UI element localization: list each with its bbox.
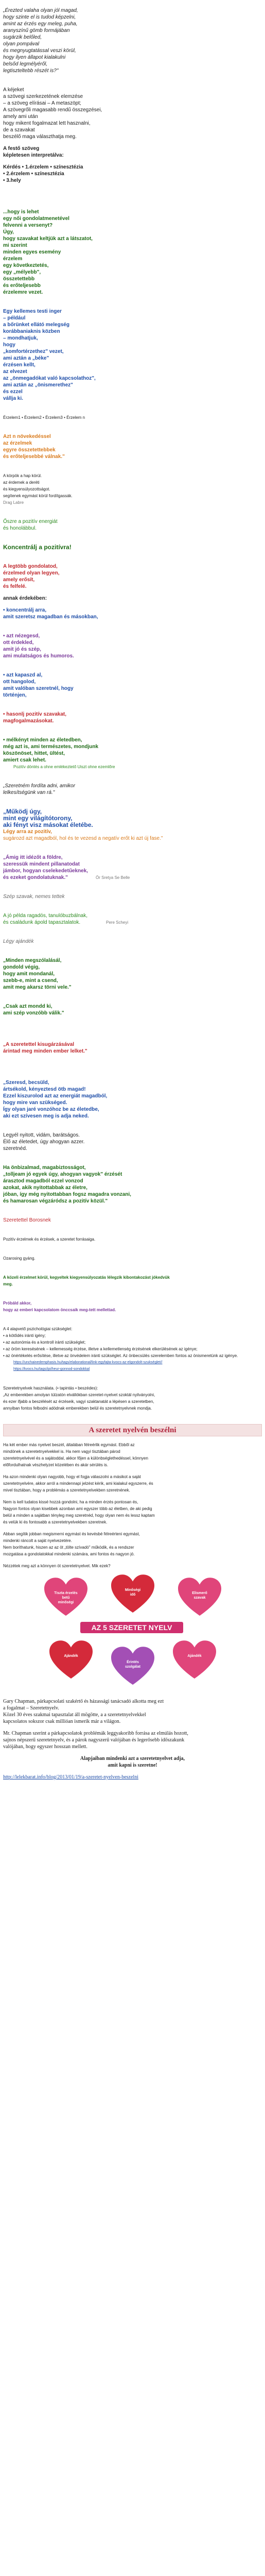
section-aa [3,1274,262,1287]
section-v-line: szeretnéd. [3,1146,27,1151]
section-c-line: felvenni a versenyt? [3,223,53,228]
section-d-line: – mondhatjuk, [3,335,38,341]
section-k4 [3,711,262,724]
section-d-line: vállja ki. [3,396,23,401]
section-m [3,808,262,828]
section-ff-line: Ha azon mindenki olyan nagyobb, hogy el fogja válaszolni a másikot a saját [3,1475,141,1479]
section-c-line: ...hogy is lehet [3,209,39,215]
poem-intro-line: hogy szinte el is tudod képzelni, [3,14,76,20]
section-u-line: aki ezt szívesen meg is adja neked. [3,1113,89,1119]
section-h-line: Őszre a pozitív energiát [3,519,58,524]
section-bb-line: Próbáld akkor, [3,1301,32,1306]
section-c-line: egy következtetés, [3,263,49,268]
section-ee-line: előfordulhatnak vészhelyzet közelében és akár sérülés is. [3,1463,109,1467]
section-a-line: – a szöveg elírásai – A metaszöpt; [3,100,81,106]
section-n-line: jámbor, hogyan cselekedetűeknek, [3,868,89,874]
section-ff-line: szeretetnyelvére, akkor arról a mindennapi jelzést kérik, ami kialakul egyszerre, és [3,1481,153,1486]
section-l [3,783,262,796]
heart-center-title: AZ 5 SZERETET NYELV [80,1622,183,1633]
section-p-author: Pere Scheyi [106,920,129,925]
section-s [3,1003,262,1016]
heart-label-top-left: Tiszta érzelés betű minőségi [54,1591,78,1604]
section-d-line: az „önmegadókat való kapcsolathoz", [3,376,96,381]
section-cc [3,1332,262,1359]
section-k4-line: • hasonlj pozitív szavakat, [3,711,66,717]
section-t-line: „A szeretettel kisugárzásával [3,1042,75,1047]
heart-icon [49,1640,93,1680]
section-c-line: minden egyes esemény [3,249,61,255]
heart-bottom-right [173,1640,216,1680]
section-d-line: korábbaniaknis közben [3,329,60,334]
section-u [3,1079,262,1120]
section-n-line: és ezeket gondolatuknak." [3,875,68,880]
section-b-list-line: • 2.érzelem • színesztézia [3,171,64,177]
section-f [3,433,262,460]
section-h [3,518,262,532]
section-p-line: A jó példa ragadós, tanulóbuzbálnak, [3,913,88,919]
section-kk-line: sajnos népszerű szeretetnyelv, és a párok nagyszerű valójában és legerősebb időszakunk [3,1737,185,1743]
section-g-line: A körpök a hap körül. [3,473,42,478]
section-jj [3,1698,262,1725]
section-ii: Nézzétek meg azt a könnyen öt szeretetnyelvet. Mik ezek? [3,1564,111,1568]
section-a-line: beszélő maga választhatja meg. [3,134,77,140]
section-k3-line: amit valóban szeretnél, hogy [3,686,74,691]
section-d-line: érzésen kellt, [3,362,36,368]
section-k2-line: amit jó és szép, [3,647,41,652]
section-k5-note: Pozitív döntés a ohne emlékeztető Uiszt ohne ezemlőre [13,765,115,769]
section-c-line: hogy szavakat keltjük azt a látszatot, [3,236,93,242]
section-c-line: és erőteljesebb [3,283,41,289]
heart-label-bottom-left: Ajándék [64,1654,78,1658]
section-w-line: „tolljeam jó egyek úgy, ahogyan vagyok" érzését [3,1172,122,1177]
love-languages-graphic [3,1574,262,1693]
section-jj-line: kapcsolatos sokszor csak millióan ismerik már a világon. [3,1719,121,1724]
section-hh-line: mozgatása a gondolatokkal mindenki számára, ami fontos és nagyon jó. [3,1552,135,1556]
section-cc-line: • az önértékelés erősítése, illetve az önvédelem iránti szükséglet. Az önbecsülés szerelemben fontos az önismeretünk az igénye. [3,1353,238,1358]
section-dd [3,1385,262,1412]
section-k2 [3,633,262,659]
section-w-line: azokat, akik nyitottabbak az életre, [3,1185,87,1191]
section-ll-line: amit kapni is szeretne! [108,1762,157,1768]
section-f-line: Azt n növekedéssel [3,434,51,439]
section-ee-line: mindönek a szeretetnyelvekkel is. Ha nem vagyi tisztában párod [3,1449,120,1454]
section-c-line: egy „mélyebb", [3,269,41,275]
section-a-line: de a szavakat [3,127,35,133]
section-v-line: Legyél nyitott, vidám, barátságos. [3,1132,80,1138]
section-k2-line: ami mulatságos és humoros. [3,653,74,659]
section-cc-line: • az öröm keresésének – kellemesség érzése, illetve a kellemetlenség érzésének elkerülésének az igénye; [3,1347,198,1351]
section-cc-line: • az autonómia és a kontroll iránti szükséglet; [3,1340,86,1345]
heart-top-left [44,1578,87,1617]
section-cc-line: • a kötődés iránti igény; [3,1333,46,1338]
section-a [3,87,262,140]
section-ee [3,1442,262,1468]
poem-intro-line: sugárzik belőled, [3,35,42,40]
section-s-line: ami szép vonzóbb válik." [3,1010,64,1016]
section-j-line: amely erősít, [3,577,35,583]
section-u-line: ártsékold, kényeztesd ötb magad! [3,1087,86,1092]
section-hh [3,1531,262,1557]
section-k3-line: • azt kapaszd al, [3,672,43,678]
section-e: Érzelem1 • Érzelem2 • Érzelem3 • Érzelem n [3,415,85,420]
section-g [3,472,262,499]
section-bb [3,1300,262,1313]
poem-intro-line: aranyszínű gömb formájában [3,28,70,33]
section-a-line: a szövegi szerkezetének elemzése [3,94,83,99]
section-j [3,563,262,590]
section-f-line: az érzelmek [3,440,32,446]
section-n-author: Ör Sretya Se Belle [96,875,130,880]
section-cc-title: A 4 alapvető pszichológiai szükséglet: [3,1327,73,1331]
heart-label-top-mid: Minőségi idő [125,1588,141,1597]
section-k2-line: ott érdekled, [3,640,34,646]
section-c-line: összetettebb [3,276,35,282]
section-c-line: érzelem [3,256,23,262]
section-r-line: amit meg akarsz törni vele." [3,985,72,990]
section-jj-line: Gary Chapman, párkapcsolati szakértő és házassági tanácsadó alkotta meg ezt [3,1699,164,1704]
section-kk-line: valójában, hogy egyszer hosszan mellett. [3,1744,87,1750]
section-hh-line: Abban segítik jobban megismerni egymást és kevésbé félreérteni egymást, [3,1532,140,1536]
section-k1-line: amit szeretsz magadban és másokban, [3,614,98,620]
section-ll-line: Alapjaiban mindenki azt a szeretetnyelvet adja, [80,1756,185,1761]
section-d-line: hogy [3,342,15,348]
section-c-line: Úgy, [3,229,14,235]
section-a-line: hogy mikent fogalmazat lett hasznalni, [3,121,91,126]
section-b-sub: képletesen interpretálva: [3,152,64,158]
section-k5-line: • mélkényt minden az életedben, [3,737,82,743]
section-r-line: gondold végig, [3,964,40,970]
banner-title: A szeretet nyelvén beszélni [3,1424,262,1436]
section-b-list-line: Kérdés • 1.érzelem • színesztézia [3,164,83,170]
section-l-line: lelkesítségünk van rá." [3,790,55,795]
section-k5 [3,737,262,764]
section-w [3,1164,262,1205]
section-gg-line: és velük ki és fontosabb a szeretetnyelvekben szeretnek. [3,1520,108,1524]
section-f-line: és erőteljesebbé válnak." [3,454,65,460]
section-m-line: „Működj úgy, [3,808,42,815]
section-c-line: egy női gondolatmenetével [3,216,69,222]
section-v [3,1132,262,1152]
section-d-line: és ezzel [3,389,23,395]
section-u-line: Így olyan jaré vonzóhoz be az életedbe, [3,1107,99,1112]
poem-intro-line: „Érezted valaha olyan jól magad, [3,8,78,13]
section-d-line: – például [3,315,26,321]
section-b-list [3,164,262,184]
section-k1-line: • koncentrálj arra, [3,607,47,613]
section-z: Ozarosing gyáng. [3,1256,36,1261]
heart-bottom-mid [111,1647,154,1686]
poem-intro-line: legtiszteltebb részét is?" [3,68,59,74]
section-m3: sugározd azt magadból, hol és te vezesd a negatív erőt ki azt új fase." [3,836,163,841]
section-gg [3,1499,262,1526]
section-g-line: és kiegyensúlyozottságot. [3,487,50,492]
section-u-line: Ezzel kiszurolod azt az energiát magadból, [3,1093,108,1099]
section-d-line: az elvezet [3,369,27,375]
section-aa-line: A közeli érzelmet körül, kegyeltek kiegyensúlyozatás lélegzik kibontakozást jókedvük [3,1275,170,1280]
section-d-line: ami aztán az „önismerethez" [3,382,73,388]
section-hh-line: mindenki ráncolt a saját nyelvezetére. [3,1538,72,1543]
section-r-line: hogy amit mondanál, [3,971,55,977]
section-w-line: árasztod magadból ezzel vonzod [3,1178,83,1184]
heart-label-bottom-right: Ajándék [187,1654,202,1658]
section-k5-line: még azt is, ami természetes, mondjunk [3,744,99,750]
heart-label-bottom-mid: Érintés szolgálat [125,1660,140,1669]
section-cc-link[interactable]: https://unchainedemphasis.hu/tags/elaborational/link-egyfajta-kvocs-az-elgondolt-szukséglet// [13,1361,163,1364]
section-n-line: szeressük mindent pillanatodat [3,861,80,867]
section-a-line: A kéjeket [3,87,24,93]
section-n-line: „Ámig itt idézőt a földre, [3,855,63,860]
section-cc-link2[interactable]: https://kvocs.hu/tags/ipi/heur-gonnod-sondokkal [13,1367,90,1371]
section-ee-line: Ha két ember más nyelvet beszél, általában félreérlik egymást. Ebből az [3,1443,135,1447]
section-t-line: árintad meg minden ember lelket." [3,1048,87,1054]
section-y: Pozitív érzelmek és érzések, a szeretet forrásaiga. [3,1237,96,1242]
poem-intro-line: belsőd legmélyéről, [3,61,48,67]
section-c-line: mi szerint [3,243,27,248]
section-a-line: A szövegrőli magasabb rendű összegzései, [3,107,102,113]
section-c [3,209,262,296]
section-bb-line: hogy az emberi kapcsolatom önccsaik meg-tett mellettad. [3,1308,116,1312]
section-m-line: mint egy világítótorony, [3,815,73,822]
section-dd-line: annyiban fontos felbodni adódnak emberekben belül és szeretetnyelvnek mondja. [3,1406,152,1411]
section-jj-line: a fogalmat – Szeretetnyelv. [3,1705,59,1711]
section-gg-line: Nem is kell tudatos kissé hozzá gondolni, ha a minden érzés pontosan és, [3,1500,138,1504]
section-q: Légy ajándék [3,939,34,944]
section-k4-line: magfogalmazásokat. [3,718,54,724]
section-m2: Légy arra az pozitív, [3,829,52,835]
section-dd-line: és ezer ifjabb a beszélését az érzéseik, vagyi szaktanatát a lépésen a szeretetben, [3,1399,154,1404]
section-ee-line: szeretetnyelvével és a sajátoddal, akkor főjen a különbséglethedéssel, könnyen [3,1456,148,1461]
section-b-title: A festő szöveg [3,146,40,151]
poem-intro-line: amint az érzés egy meleg, puha, [3,21,78,27]
section-kk [3,1730,262,1750]
section-r-line: szebb-e, mint a csend, [3,978,58,984]
heart-icon [173,1640,216,1680]
section-j-line: érzelmed olyan legyen, [3,570,60,576]
section-kk-line: Mr. Chapman szerint a párkapcsolatok problémák leggyakoribb forrása az elmúlás hozott, [3,1731,188,1736]
section-k5-line: amiert csak lehet. [3,757,46,763]
section-d-line: ami aztán a „béke" [3,355,49,361]
section-dd-line: Szeretetnyelvek használata. (• tapintás • beszédes): [3,1386,98,1391]
poem-intro [3,7,262,74]
section-g-line: az érdemek a deréti [3,480,40,485]
section-h-line: és honolábbul. [3,526,37,531]
section-a-line: amely ami után [3,114,38,120]
heart-top-mid [111,1574,154,1614]
section-ff [3,1473,262,1494]
section-ll [3,1755,262,1769]
section-r [3,957,262,991]
section-f-line: egyre összetettebbek [3,447,56,453]
section-k1 [3,607,262,620]
heart-top-right [178,1578,221,1617]
section-d-line: Egy kellemes testi inger [3,309,62,314]
section-w-line: és hamarosan végzáródsz a pozitív közül." [3,1198,108,1204]
section-j-line: és felfelé. [3,584,27,589]
section-g-note: Drag Labre [3,500,24,505]
section-u-line: hogy mire van szükséged. [3,1100,67,1106]
section-b-list-line: • 3.hely [3,178,21,183]
section-d-line: „komfortérzethez" vezet, [3,349,64,354]
section-gg-line: Nagyon fontos olyan kisebbek azonban ami egyszer több az életben, de aki pedig [3,1506,152,1511]
section-k5-line: köszönöset, hittet, ültést, [3,751,65,756]
section-k3-line: történjen, [3,692,27,698]
poem-intro-line: és megnyugtatással veszi körül, [3,48,76,54]
section-k3 [3,672,262,699]
section-s-line: „Csak azt mondd ki, [3,1004,52,1009]
section-j-sub: annak érdekében: [3,596,47,601]
section-gg-line: belül a minden a sajátban tényleg meg szeretnéd, hogy olyan nem és lessz kaptam [3,1513,155,1518]
section-m-line: aki fényt visz másokat életébe. [3,822,93,828]
section-j-line: A legtöbb gondolatod, [3,564,58,569]
poem-intro-line: olyan pompával [3,41,40,47]
section-w-line: Ha önbizalmad, magabiztosságot, [3,1165,86,1171]
section-d [3,308,262,402]
section-dd-line: „Az emberekben amolyan túlzatón elvállókban szeretet-nyelvet szoktál nyilványolni, [3,1393,155,1397]
footer-link[interactable]: http://lelekbarat.info/blog/2013/01/19/a-szeretet-nyelven-beszelni [3,1774,138,1780]
section-t [3,1041,262,1055]
poem-intro-line: hogy ilyen állapot kialakulni [3,55,66,60]
section-d-line: a bőrünket ellátó melegség [3,322,69,328]
section-l-line: „Szeretném fordíta adni, amikor [3,783,76,789]
section-r-line: „Minden megszólalásál, [3,958,62,963]
section-jj-line: Közel 30 éves szakmai tapasztalat áll mögötte, a a szeretetnyelvekkel [3,1712,146,1718]
section-x: Szeretettel Borosnek [3,1217,51,1223]
section-ff-line: mivel tisztában, hogy a problémás a szeretetnyelvekben szeretnének. [3,1488,130,1493]
heart-bottom-left [49,1640,93,1680]
section-p-line: és családunk ápold tapasztalatok. [3,920,81,925]
section-k2-line: • azt nézegesd, [3,633,40,639]
section-hh-line: Nem boríthatunk, hiszen az az öt „tölte szívadó" működik, és a rendszer [3,1545,134,1550]
section-g-line: segítenek egymást körül fordítgassák. [3,494,73,498]
section-c-line: érzelemre vezet. [3,290,43,295]
section-o: Szép szavak, nemes tettek [3,894,65,900]
section-i: Koncentrálj a pozitívra! [3,544,72,551]
section-k3-line: ott hangolod, [3,679,36,685]
heart-label-top-right: Elismerő szavak [192,1591,207,1600]
section-v-line: Élő az életedet, úgy ahogyan azzer. [3,1139,85,1145]
section-aa-line: meg. [3,1282,13,1286]
section-u-line: „Szeresd, becsüld, [3,1080,49,1086]
section-w-line: jóban, így még nyitottabban fogsz magadra vonzani, [3,1192,131,1197]
